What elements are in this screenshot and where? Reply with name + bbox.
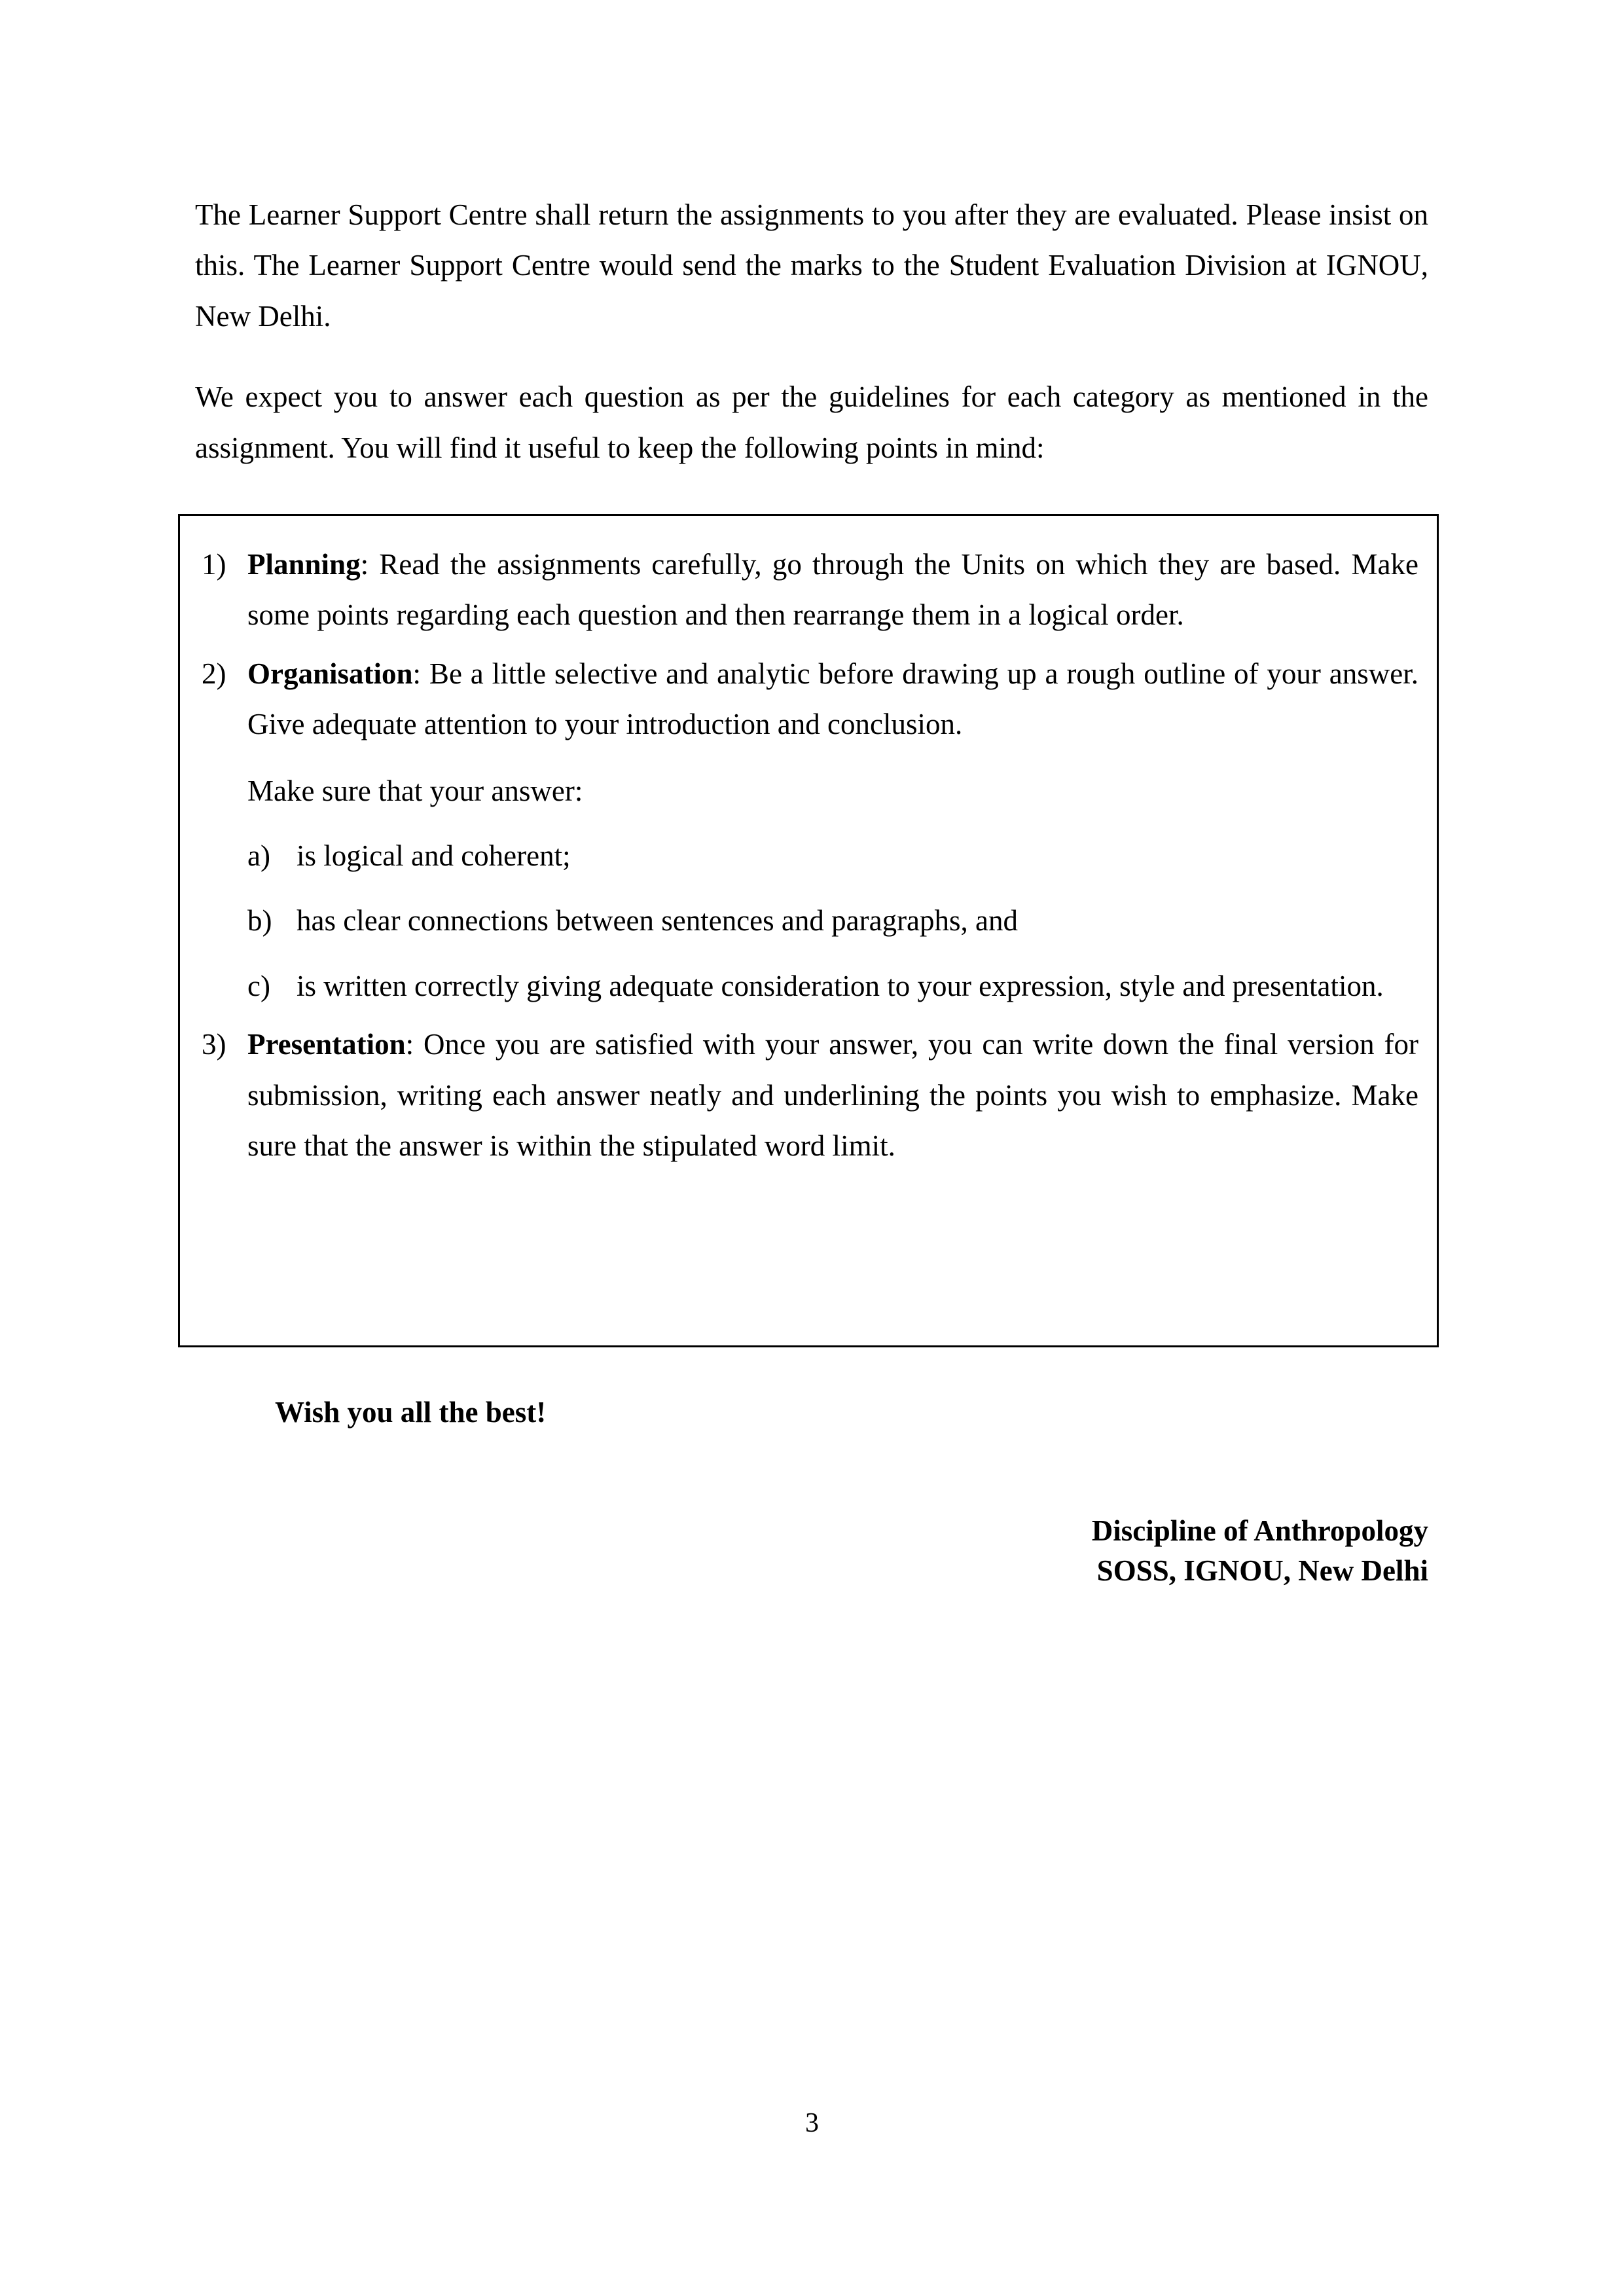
sub-list-item-text: has clear connections between sentences and paragraphs, and [297,904,1019,938]
instruction-list [202,539,1418,1171]
sub-list-intro: Make sure that your answer: [247,774,583,807]
sub-list-item-marker: b) [247,904,272,938]
sub-list-item-text: is written correctly giving adequate consideration to your expression, style and presentation. [297,969,1384,1002]
list-item-text: : Once you are satisfied with your answer, you can write down the final version for submission, writing each answer neatly and underlining the points you wish to emphasize. Make sure that the answer is within the stipulated word limit. [247,1028,1418,1162]
list-item-body [247,649,1418,750]
list-item-marker: 1) [202,548,226,581]
sub-list-item-marker: a) [247,839,270,872]
list-item [202,649,1418,1011]
signature-block [1092,1511,1428,1591]
list-item-body [247,1019,1418,1171]
list-item-text: : Read the assignments carefully, go through the Units on which they are based. Make some points regarding each question and then rearrange them in a logical order. [247,548,1418,632]
list-item-lead: Organisation [247,657,413,690]
list-item [202,1019,1418,1171]
list-item-text: : Be a little selective and analytic before drawing up a rough outline of your answer. Give adequate attention to your introduction and conclusion. [247,657,1418,741]
intro-paragraph-2: We expect you to answer each question as per the guidelines for each category as mentioned in the assignment. You will find it useful to keep the following points in mind: [195,380,1428,464]
list-item-body [247,539,1418,641]
list-item [202,539,1418,641]
signature-institution: SOSS, IGNOU, New Delhi [1096,1554,1428,1587]
intro-paragraph-1: The Learner Support Centre shall return the assignments to you after they are evaluated. Please insist on this. The Learner Support Centre would send the marks to the Student Evaluation Division at IGNOU, New Delhi. [195,198,1428,333]
intro-text-block [195,190,1428,502]
sub-list-item [247,961,1418,1011]
list-item-marker: 3) [202,1028,226,1061]
sub-list-item-marker: c) [247,969,270,1002]
list-item-marker: 2) [202,657,226,690]
sub-list-item [247,896,1418,946]
list-item-lead: Planning [247,548,361,581]
sub-list-item-text: is logical and coherent; [297,839,571,872]
closing-wish: Wish you all the best! [275,1396,547,1429]
instruction-box-content [202,539,1418,1171]
sub-list-item [247,831,1418,881]
instruction-box [178,514,1439,1347]
page-number: 3 [805,2108,819,2138]
list-item-lead: Presentation [247,1028,406,1061]
sub-list [247,831,1418,1011]
signature-discipline: Discipline of Anthropology [1091,1514,1428,1547]
